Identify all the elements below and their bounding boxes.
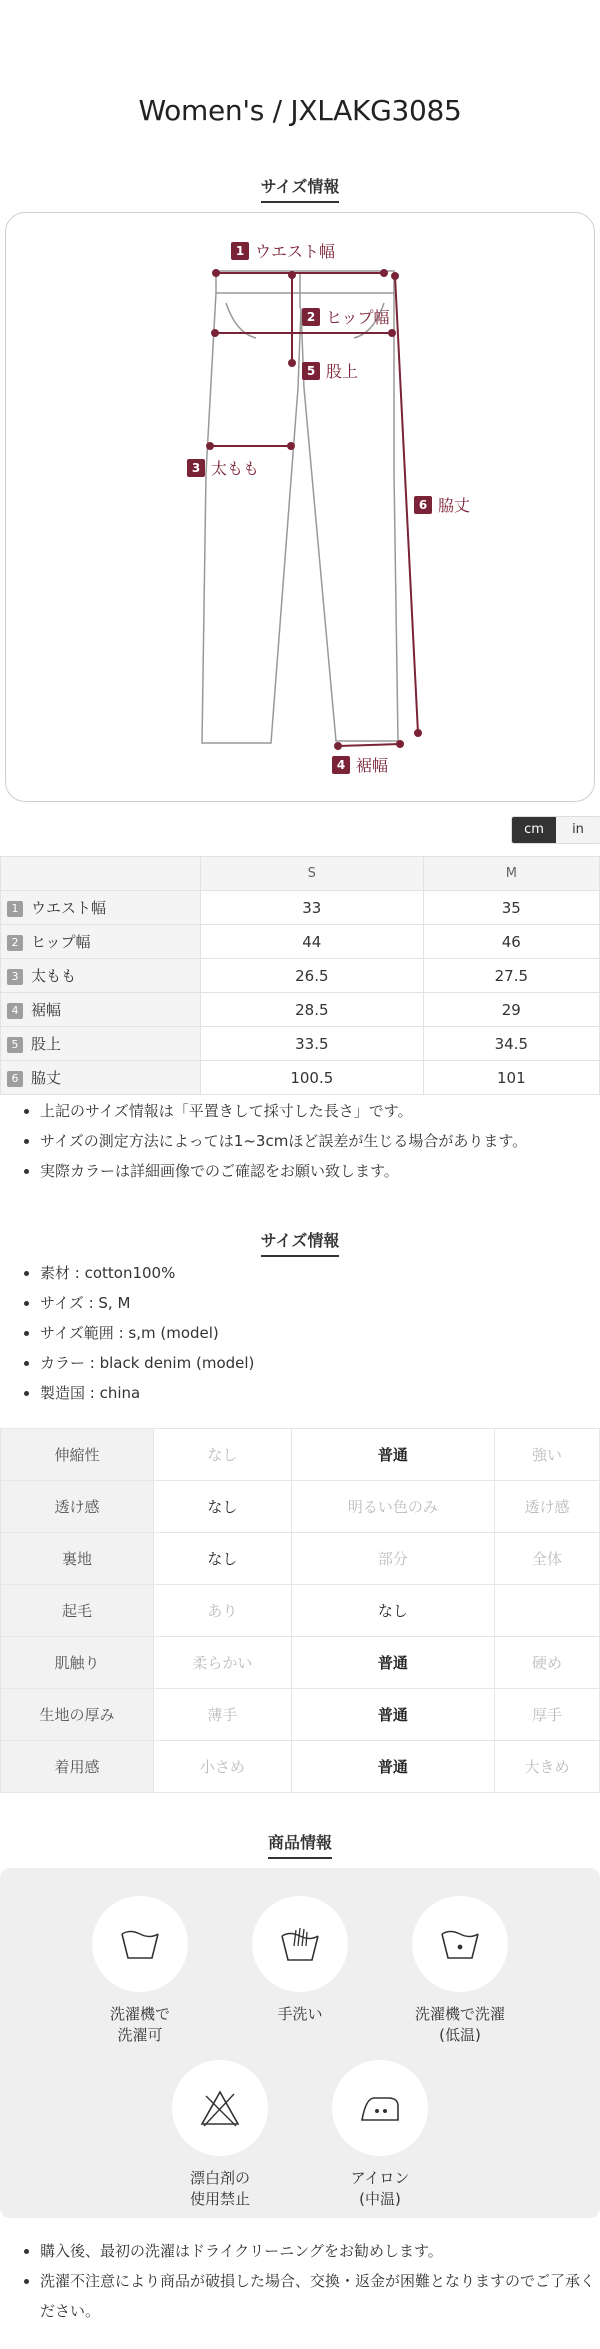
page-title: Women's / JXLAKG3085 [138,94,462,127]
table-row: 着用感 小さめ 普通 大きめ [1,1741,600,1793]
spec-section-heading: サイズ情報 [0,1228,600,1257]
label-hem: 4 裾幅 [332,753,388,776]
table-row: 2 ヒップ幅 44 46 [1,925,600,959]
label-waist: 1 ウエスト幅 [231,239,335,262]
hand-wash-icon [278,1924,322,1964]
list-item: • サイズ範囲 : s,m (model) [40,1318,600,1348]
size-col-m: M [423,857,599,891]
list-item: • 製造国 : china [40,1378,600,1408]
pants-illustration [6,213,594,801]
unit-cm-button[interactable]: cm [512,817,556,843]
table-row: 1 ウエスト幅 33 35 [1,891,600,925]
list-item: • 洗濯不注意により商品が破損した場合、交換・返金が困難となりますのでご了承ください。 [40,2266,600,2326]
table-row: 透け感 なし 明るい色のみ 透け感 [1,1481,600,1533]
care-notes [0,2236,600,2326]
list-item: • サイズの測定方法によっては1~3cmほど誤差が生じる場合があります。 [40,1126,600,1156]
care-item-hand-wash: 手洗い [240,1896,360,2025]
table-row: 起毛 あり なし [1,1585,600,1637]
size-table-header [1,857,600,891]
machine-wash-icon [118,1926,162,1962]
care-item-machine-wash-low: 洗濯機で洗濯 (低温) [400,1896,520,2046]
list-item: • サイズ : S, M [40,1288,600,1318]
list-item: • 上記のサイズ情報は「平置きして採寸した長さ」です。 [40,1096,600,1126]
table-row: 裏地 なし 部分 全体 [1,1533,600,1585]
label-outseam: 6 脇丈 [414,493,470,516]
label-rise: 5 股上 [302,359,358,382]
table-row: 3 太もも 26.5 27.5 [1,959,600,993]
unit-toggle[interactable] [511,816,600,844]
unit-in-button[interactable]: in [556,817,600,843]
list-item: • 購入後、最初の洗濯はドライクリーニングをお勧めします。 [40,2236,600,2266]
spec-list [0,1258,600,1408]
table-row: 5 股上 33.5 34.5 [1,1027,600,1061]
size-notes [0,1096,600,1186]
care-item-machine-wash: 洗濯機で 洗濯可 [80,1896,200,2046]
table-row: 6 脇丈 100.5 101 [1,1061,600,1095]
care-item-iron: アイロン (中温) [320,2060,440,2210]
size-table-corner [1,857,201,891]
size-section-heading: サイズ情報 [0,174,600,203]
care-section-heading: 商品情報 [0,1830,600,1859]
size-table [0,856,600,1095]
list-item: • 実際カラーは詳細画像でのご確認をお願い致します。 [40,1156,600,1186]
label-thigh: 3 太もも [187,456,259,479]
size-col-s: S [201,857,424,891]
list-item: • カラー : black denim (model) [40,1348,600,1378]
table-row: 4 裾幅 28.5 29 [1,993,600,1027]
table-row: 生地の厚み 薄手 普通 厚手 [1,1689,600,1741]
iron-medium-icon [358,2090,402,2126]
fabric-table [0,1428,600,1793]
list-item: • 素材 : cotton100% [40,1258,600,1288]
no-bleach-icon [198,2088,242,2128]
size-diagram [5,212,595,802]
care-item-no-bleach: 漂白剤の 使用禁止 [160,2060,280,2210]
care-box [0,1868,600,2218]
table-row: 肌触り 柔らかい 普通 硬め [1,1637,600,1689]
label-hip: 2 ヒップ幅 [302,305,390,328]
machine-wash-low-temp-icon [438,1926,482,1962]
table-row: 伸縮性 なし 普通 強い [1,1429,600,1481]
